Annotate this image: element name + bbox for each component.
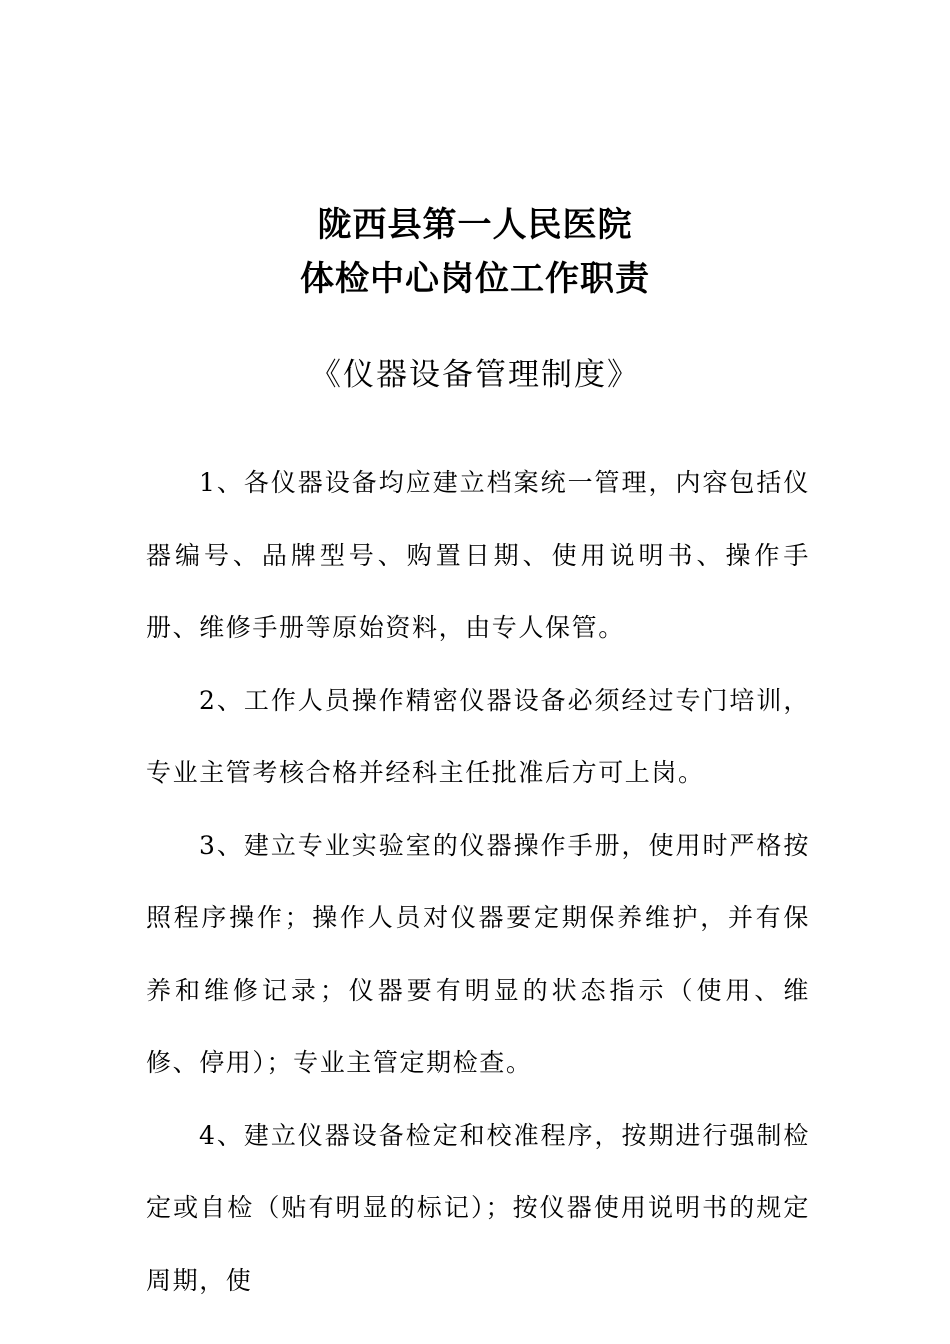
department-duties-title: 体检中心岗位工作职责 xyxy=(300,259,650,299)
paragraph-2: 2、工作人员操作精密仪器设备必须经过专门培训，专业主管考核合格并经科主任批准后方可上岗。 xyxy=(146,685,810,787)
regulation-subtitle: 《仪器设备管理制度》 xyxy=(310,357,640,393)
hospital-name-title: 陇西县第一人民医院 xyxy=(317,205,633,245)
title-block xyxy=(0,198,950,306)
body-text xyxy=(146,447,810,1317)
paragraph-3: 3、建立专业实验室的仪器操作手册，使用时严格按照程序操作；操作人员对仪器要定期保养维护，并有保养和维修记录；仪器要有明显的状态指示（使用、维修、停用）；专业主管定期检查。 xyxy=(146,830,810,1077)
paragraph-1: 1、各仪器设备均应建立档案统一管理，内容包括仪器编号、品牌型号、购置日期、使用说明书、操作手册、维修手册等原始资料，由专人保管。 xyxy=(146,468,810,642)
paragraph-4: 4、建立仪器设备检定和校准程序，按期进行强制检定或自检（贴有明显的标记）；按仪器使用说明书的规定周期，使 xyxy=(146,1120,810,1295)
